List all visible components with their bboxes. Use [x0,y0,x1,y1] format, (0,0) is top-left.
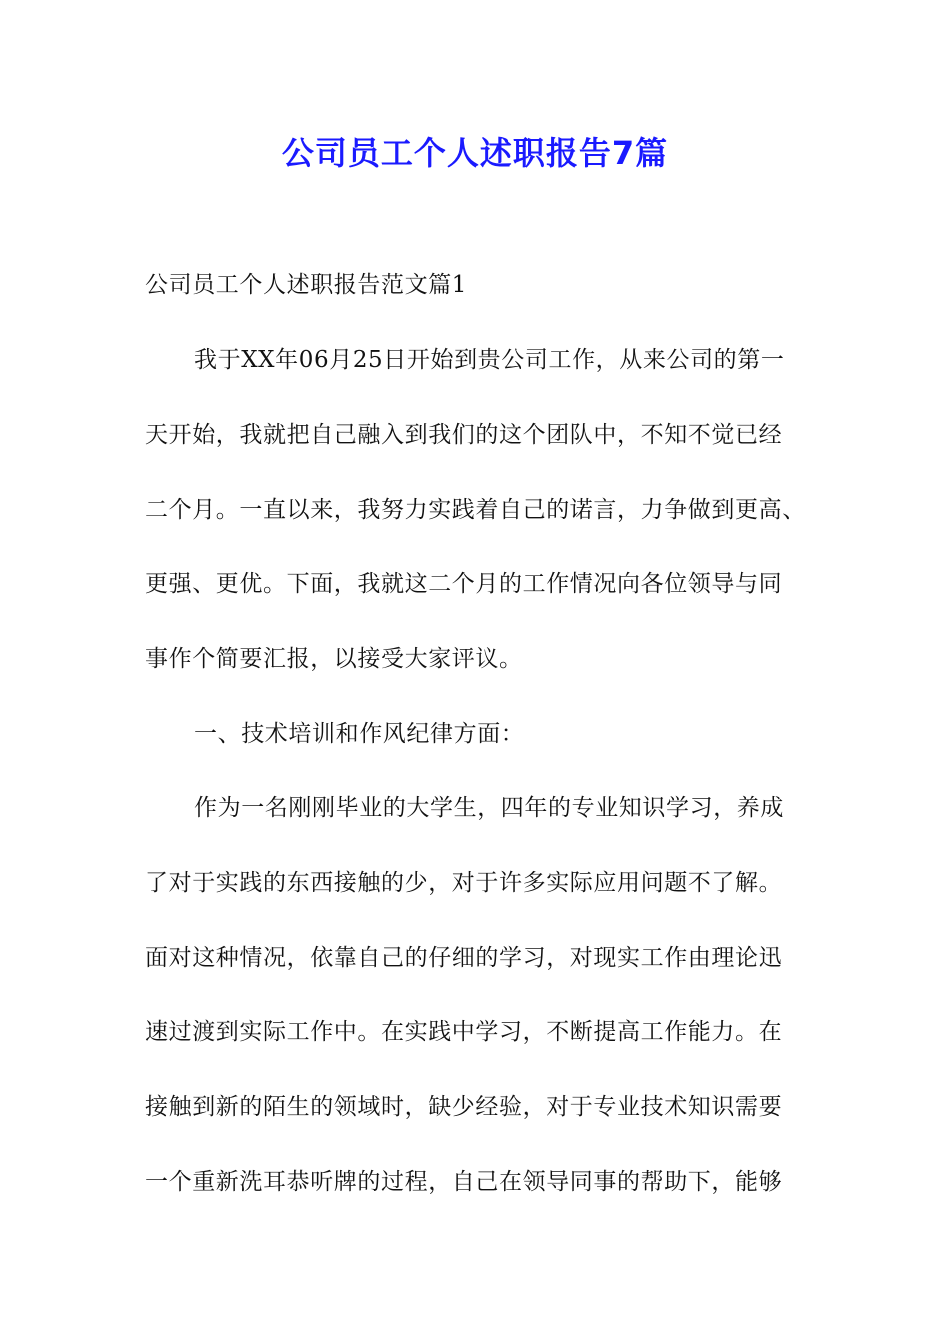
document-title: 公司员工个人述职报告7篇 [281,134,669,172]
paragraph-line: 接触到新的陌生的领域时，缺少经验，对于专业技术知识需要 [145,1094,783,1120]
paragraph-line: 了对于实践的东西接触的少，对于许多实际应用问题不了解。 [145,870,783,896]
paragraph-line: 作为一名刚刚毕业的大学生，四年的专业知识学习，养成 [194,795,784,821]
paragraph-line: 面对这种情况，依靠自己的仔细的学习，对现实工作由理论迅 [145,945,783,971]
paragraph-line: 我于XX年06月25日开始到贵公司工作，从来公司的第一 [194,347,785,373]
paragraph-line: 天开始，我就把自己融入到我们的这个团队中，不知不觉已经 [145,422,783,448]
paragraph-line: 一个重新洗耳恭听牌的过程，自己在领导同事的帮助下，能够 [145,1169,783,1195]
paragraph-line: 更强、更优。下面，我就这二个月的工作情况向各位领导与同 [145,571,783,597]
paragraph-line: 速过渡到实际工作中。在实践中学习，不断提高工作能力。在 [145,1019,783,1045]
paragraph-line: 二个月。一直以来，我努力实践着自己的诺言，力争做到更高、 [145,497,806,523]
section-heading: 公司员工个人述职报告范文篇1 [145,272,468,298]
paragraph-line: 事作个简要汇报，以接受大家评议。 [145,646,523,672]
subsection-heading: 一、技术培训和作风纪律方面： [194,721,525,747]
